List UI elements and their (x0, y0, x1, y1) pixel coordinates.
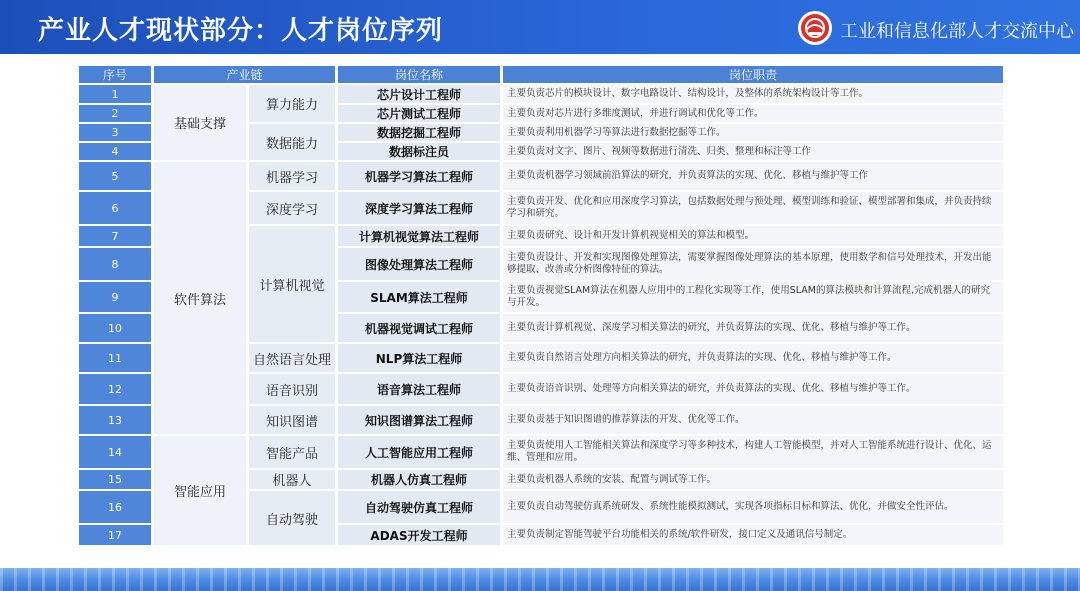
row-index: 6 (79, 192, 151, 224)
position-name: 计算机视觉算法工程师 (338, 226, 500, 246)
subgroup-cell: 机器学习 (249, 162, 335, 190)
position-name: NLP算法工程师 (338, 344, 500, 372)
position-duty: 主要负责利用机器学习等算法进行数据挖掘等工作。 (503, 124, 1003, 141)
position-name: 自动驾驶仿真工程师 (338, 491, 500, 523)
group-cell: 软件算法 (154, 162, 246, 434)
table-header-row (79, 66, 1003, 83)
organization-name: 工业和信息化部人才交流中心 (840, 21, 1074, 42)
row-index: 2 (79, 105, 151, 122)
position-duty: 主要负责基于知识图谱的推荐算法的开发、优化等工作。 (503, 406, 1003, 434)
header-index: 序号 (79, 66, 151, 83)
row-index: 13 (79, 406, 151, 434)
position-duty: 主要负责计算机视觉、深度学习相关算法的研究，并负责算法的实现、优化、移植与维护等工作。 (503, 314, 1003, 342)
position-name: 机器人仿真工程师 (338, 470, 500, 489)
position-name: 人工智能应用工程师 (338, 436, 500, 468)
position-duty: 主要负责使用人工智能相关算法和深度学习等多种技术，构建人工智能模型，并对人工智能系统进行设计、优化、运维、管理和应用。 (503, 436, 1003, 468)
position-duty: 主要负责设计、开发和实现图像处理算法，需要掌握图像处理算法的基本原理，使用数学和信号处理技术，开发出能够提取、改善或分析图像特征的算法。 (503, 248, 1003, 280)
subgroup-cell: 智能产品 (249, 436, 335, 468)
row-index: 8 (79, 248, 151, 280)
position-name: 芯片设计工程师 (338, 85, 500, 103)
subgroup-cell: 自然语言处理 (249, 344, 335, 372)
subgroup-cell: 计算机视觉 (249, 226, 335, 342)
row-index: 11 (79, 344, 151, 372)
position-duty: 主要负责研究、设计和开发计算机视觉相关的算法和模型。 (503, 226, 1003, 246)
position-name: 知识图谱算法工程师 (338, 406, 500, 434)
position-duty: 主要负责视觉SLAM算法在机器人应用中的工程化实现等工作，使用SLAM的算法模块和计算流程,完成机器人的研究与开发。 (503, 282, 1003, 312)
position-name: 深度学习算法工程师 (338, 192, 500, 224)
position-name: 机器视觉调试工程师 (338, 314, 500, 342)
row-index: 17 (79, 525, 151, 545)
footer-bar (0, 568, 1080, 591)
row-index: 16 (79, 491, 151, 523)
subgroup-cell: 数据能力 (249, 124, 335, 160)
position-duty: 主要负责自然语言处理方向相关算法的研究，并负责算法的实现、优化、移植与维护等工作。 (503, 344, 1003, 372)
subgroup-cell: 自动驾驶 (249, 491, 335, 545)
group-cell: 基础支撑 (154, 85, 246, 160)
position-duty: 主要负责语音识别、处理等方向相关算法的研究，并负责算法的实现、优化、移植与维护等工作。 (503, 374, 1003, 404)
table-row (79, 162, 1003, 190)
table-row (79, 85, 1003, 103)
position-name: 数据标注员 (338, 143, 500, 160)
org-logo-icon (797, 10, 833, 46)
position-duty: 主要负责芯片的模块设计、数字电路设计、结构设计，及整体的系统架构设计等工作。 (503, 85, 1003, 103)
subgroup-cell: 语音识别 (249, 374, 335, 404)
row-index: 1 (79, 85, 151, 103)
position-duty: 主要负责开发、优化和应用深度学习算法，包括数据处理与预处理、模型训练和验证、模型部署和集成，并负责持续学习和研究。 (503, 192, 1003, 224)
position-name: 芯片测试工程师 (338, 105, 500, 122)
position-duty: 主要负责机器学习领域前沿算法的研究，并负责算法的实现、优化、移植与维护等工作 (503, 162, 1003, 190)
group-cell: 智能应用 (154, 436, 246, 545)
position-name: SLAM算法工程师 (338, 282, 500, 312)
row-index: 5 (79, 162, 151, 190)
row-index: 12 (79, 374, 151, 404)
row-index: 14 (79, 436, 151, 468)
row-index: 3 (79, 124, 151, 141)
title-bar (0, 0, 1080, 54)
position-duty: 主要负责制定智能驾驶平台功能相关的系统/软件研发，接口定义及通讯信号制定。 (503, 525, 1003, 545)
position-name: 机器学习算法工程师 (338, 162, 500, 190)
position-duty: 主要负责对文字、图片、视频等数据进行清洗、归类、整理和标注等工作 (503, 143, 1003, 160)
table-row (79, 436, 1003, 468)
page-title: 产业人才现状部分：人才岗位序列 (38, 16, 444, 46)
talent-position-table (76, 64, 1006, 547)
position-name: 数据挖掘工程师 (338, 124, 500, 141)
subgroup-cell: 算力能力 (249, 85, 335, 122)
subgroup-cell: 深度学习 (249, 192, 335, 224)
row-index: 4 (79, 143, 151, 160)
position-duty: 主要负责机器人系统的安装、配置与调试等工作。 (503, 470, 1003, 489)
subgroup-cell: 知识图谱 (249, 406, 335, 434)
position-duty: 主要负责自动驾驶仿真系统研发、系统性能模拟测试，实现各项指标目标和算法、优化，并做安全性评估。 (503, 491, 1003, 523)
position-name: ADAS开发工程师 (338, 525, 500, 545)
position-name: 图像处理算法工程师 (338, 248, 500, 280)
position-name: 语音算法工程师 (338, 374, 500, 404)
header-chain: 产业链 (154, 66, 335, 83)
row-index: 15 (79, 470, 151, 489)
header-duty: 岗位职责 (503, 66, 1003, 83)
row-index: 9 (79, 282, 151, 312)
position-duty: 主要负责对芯片进行多维度测试，并进行调试和优化等工作。 (503, 105, 1003, 122)
row-index: 7 (79, 226, 151, 246)
subgroup-cell: 机器人 (249, 470, 335, 489)
header-position: 岗位名称 (338, 66, 500, 83)
row-index: 10 (79, 314, 151, 342)
